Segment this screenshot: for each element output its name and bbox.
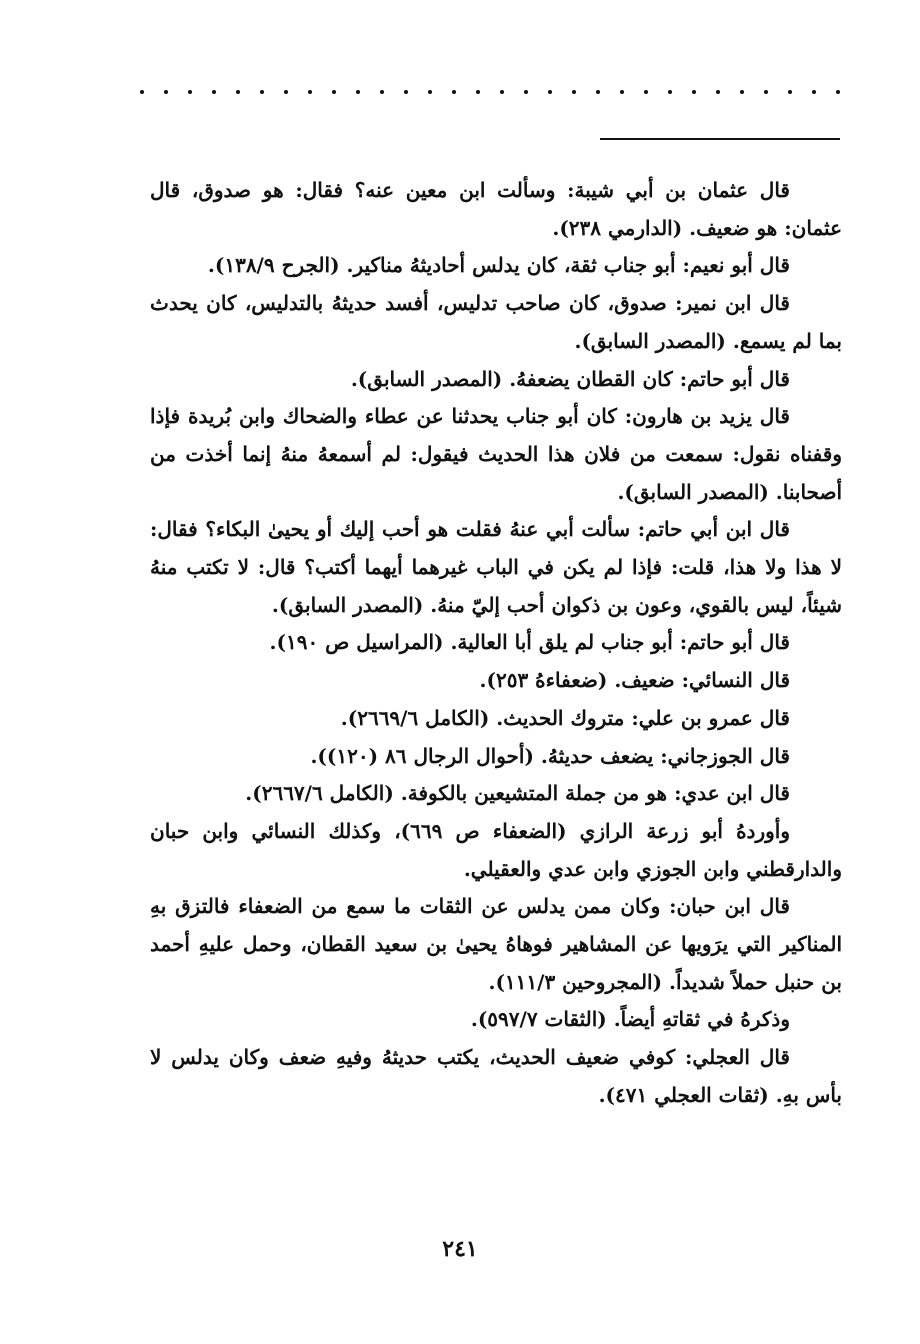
separator-dot	[572, 90, 576, 94]
separator-dot	[380, 90, 384, 94]
separator-dot	[596, 90, 600, 94]
separator-dot	[716, 90, 720, 94]
separator-dot	[140, 90, 144, 94]
paragraph: قال ابن نمير: صدوق، كان صاحب تدليس، أفسد حديثهُ بالتدليس، كان يحدث بما لم يسمع. (المصدر السابق).	[150, 291, 842, 353]
separator-dot	[428, 90, 432, 94]
paragraph: قال أبو حاتم: أبو جناب لم يلق أبا العالية. (المراسيل ص ١٩٠).	[269, 630, 790, 655]
paragraph: قال أبو حاتم: كان القطان يضعفهُ. (المصدر السابق).	[350, 366, 790, 391]
separator-dot	[404, 90, 408, 94]
paragraph: وأوردهُ أبو زرعة الرازي (الضعفاء ص ٦٦٩)، وكذلك النسائي وابن حبان والدارقطني وابن الجوزي وابن عدي والعقيلي.	[150, 818, 842, 881]
paragraph: قال ابن عدي: هو من جملة المتشيعين بالكوفة. (الكامل ٢٦٦٧/٦).	[245, 781, 790, 806]
paragraph: قال ابن أبي حاتم: سألت أبي عنهُ فقلت هو أحب إليك أو يحيىٰ البكاء؟ فقال: لا هذا ولا هذا، قلت: فإذا لم يكن في الباب غيرهما أيهما أكتب؟ قال: لا تكتب منهُ شيئاً، ليس بالقوي، وعون بن ذكوان أحب إليّ منهُ. (المصدر السابق).	[150, 517, 842, 617]
separator-dot	[260, 90, 264, 94]
paragraph: قال النسائي: ضعيف. (ضعفاءهُ ٢٥٣).	[479, 668, 790, 693]
paragraph: وذكرهُ في ثقاتهِ أيضاً. (الثقات ٥٩٧/٧).	[470, 1007, 790, 1032]
separator-dot	[356, 90, 360, 94]
paragraph: قال العجلي: كوفي ضعيف الحديث، يكتب حديثهُ وفيهِ ضعف وكان يدلس لا بأس بهِ. (ثقات العجلي ٤٧١).	[150, 1045, 842, 1107]
separator-dot	[284, 90, 288, 94]
paragraph: قال عثمان بن أبي شيبة: وسألت ابن معين عنه؟ فقال: هو صدوق، قال عثمان: هو ضعيف. (الدارمي ٢٣٨).	[150, 178, 842, 240]
separator-dot	[164, 90, 168, 94]
paragraph: قال يزيد بن هارون: كان أبو جناب يحدثنا عن عطاء والضحاك وابن بُريدة فإذا وقفناه نقول: سمعت من فلان هذا الحديث فيقول: لم أسمعهُ منهُ إنما أخذت من أصحابنا. (المصدر السابق).	[150, 404, 842, 504]
separator-dot	[188, 90, 192, 94]
paragraph: قال أبو نعيم: أبو جناب ثقة، كان يدلس أحاديثهُ مناكير. (الجرح ١٣٨/٩).	[207, 253, 790, 278]
separator-dot	[524, 90, 528, 94]
separator-dot	[812, 90, 816, 94]
page-number: ٢٤١	[442, 1236, 478, 1262]
separator-dot	[308, 90, 312, 94]
separator-dot	[500, 90, 504, 94]
separator-dot	[788, 90, 792, 94]
separator-dot	[668, 90, 672, 94]
dotted-separator	[140, 82, 840, 102]
separator-dot	[620, 90, 624, 94]
separator-dot	[212, 90, 216, 94]
paragraph: قال عمرو بن علي: متروك الحديث. (الكامل ٢٦٦٩/٦).	[340, 705, 790, 730]
body-text	[150, 172, 842, 1115]
separator-dot	[644, 90, 648, 94]
separator-dot	[764, 90, 768, 94]
footnote-rule	[600, 138, 840, 140]
separator-dot	[836, 90, 840, 94]
separator-dot	[452, 90, 456, 94]
separator-dot	[236, 90, 240, 94]
paragraph: قال الجوزجاني: يضعف حديثهُ. (أحوال الرجال ٨٦ (١٢٠)).	[310, 743, 790, 768]
separator-dot	[332, 90, 336, 94]
separator-dot	[476, 90, 480, 94]
separator-dot	[740, 90, 744, 94]
paragraph: قال ابن حبان: وكان ممن يدلس عن الثقات ما سمع من الضعفاء فالتزق بهِ المناكير التي يرَويها عن المشاهير فوهاهُ يحيىٰ بن سعيد القطان، وحمل عليهِ أحمد بن حنبل حملاً شديداً. (المجروحين ١١١/٣).	[150, 894, 842, 994]
separator-dot	[548, 90, 552, 94]
separator-dot	[692, 90, 696, 94]
